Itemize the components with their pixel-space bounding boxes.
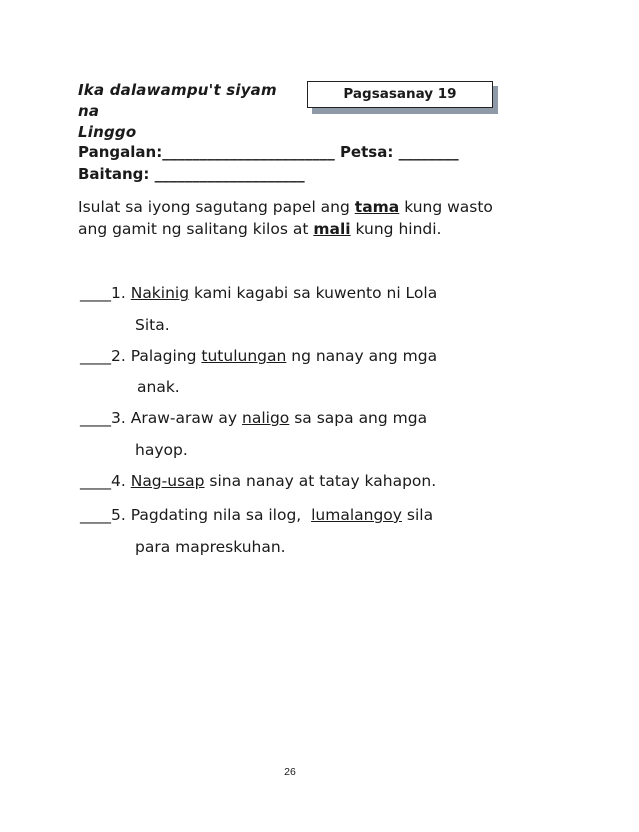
date-blank: ________: [398, 143, 459, 161]
item-verb: naligo: [242, 409, 290, 427]
grade-blank: ____________________: [154, 165, 305, 183]
instruction-text: [78, 196, 498, 240]
page-number: 26: [284, 766, 296, 778]
item-prefix: ____5. Pagdating nila sa ilog,: [80, 506, 312, 524]
list-item: [80, 471, 436, 491]
item-prefix: ____3. Araw-araw ay: [80, 409, 243, 427]
grade-row: [78, 164, 305, 184]
item-verb: Nag-usap: [130, 472, 205, 490]
name-blank: _______________________: [162, 143, 335, 161]
item-prefix: ____4.: [80, 472, 131, 490]
instruction-part1: Isulat sa iyong sagutang papel ang: [78, 198, 355, 216]
instruction-part2: kung wasto ang gamit ng salitang kilos at: [78, 198, 493, 238]
list-item: [80, 346, 437, 366]
week-title-line2: Linggo: [78, 123, 137, 141]
item-prefix: ____1.: [80, 284, 131, 302]
list-item-continuation: para mapreskuhan.: [135, 538, 286, 556]
item-verb: tutulungan: [201, 347, 287, 365]
list-item: [80, 283, 437, 303]
item-rest: sa sapa ang mga: [289, 409, 428, 427]
item-rest: ng nanay ang mga: [286, 347, 438, 365]
item-verb: lumalangoy: [311, 506, 402, 524]
item-rest: kami kagabi sa kuwento ni Lola: [189, 284, 438, 302]
list-item-continuation: hayop.: [135, 441, 188, 459]
list-item: [80, 505, 433, 525]
keyword-mali: mali: [313, 220, 351, 238]
date-label: Petsa:: [339, 143, 394, 161]
item-rest: sila: [401, 506, 434, 524]
list-item-continuation: anak.: [137, 378, 180, 396]
list-item-continuation: Sita.: [135, 316, 170, 334]
grade-label: Baitang:: [78, 165, 150, 183]
instruction-part3: kung hindi.: [350, 220, 442, 238]
name-date-row: [78, 142, 459, 162]
item-verb: Nakinig: [130, 284, 190, 302]
week-title-line1: Ika dalawampu't siyam na: [78, 81, 277, 120]
item-prefix: ____2. Palaging: [80, 347, 202, 365]
exercise-badge: Pagsasanay 19: [307, 81, 493, 108]
week-title: [78, 80, 303, 143]
keyword-tama: tama: [354, 198, 400, 216]
name-label: Pangalan:: [78, 143, 163, 161]
item-rest: sina nanay at tatay kahapon.: [204, 472, 437, 490]
list-item: [80, 408, 427, 428]
